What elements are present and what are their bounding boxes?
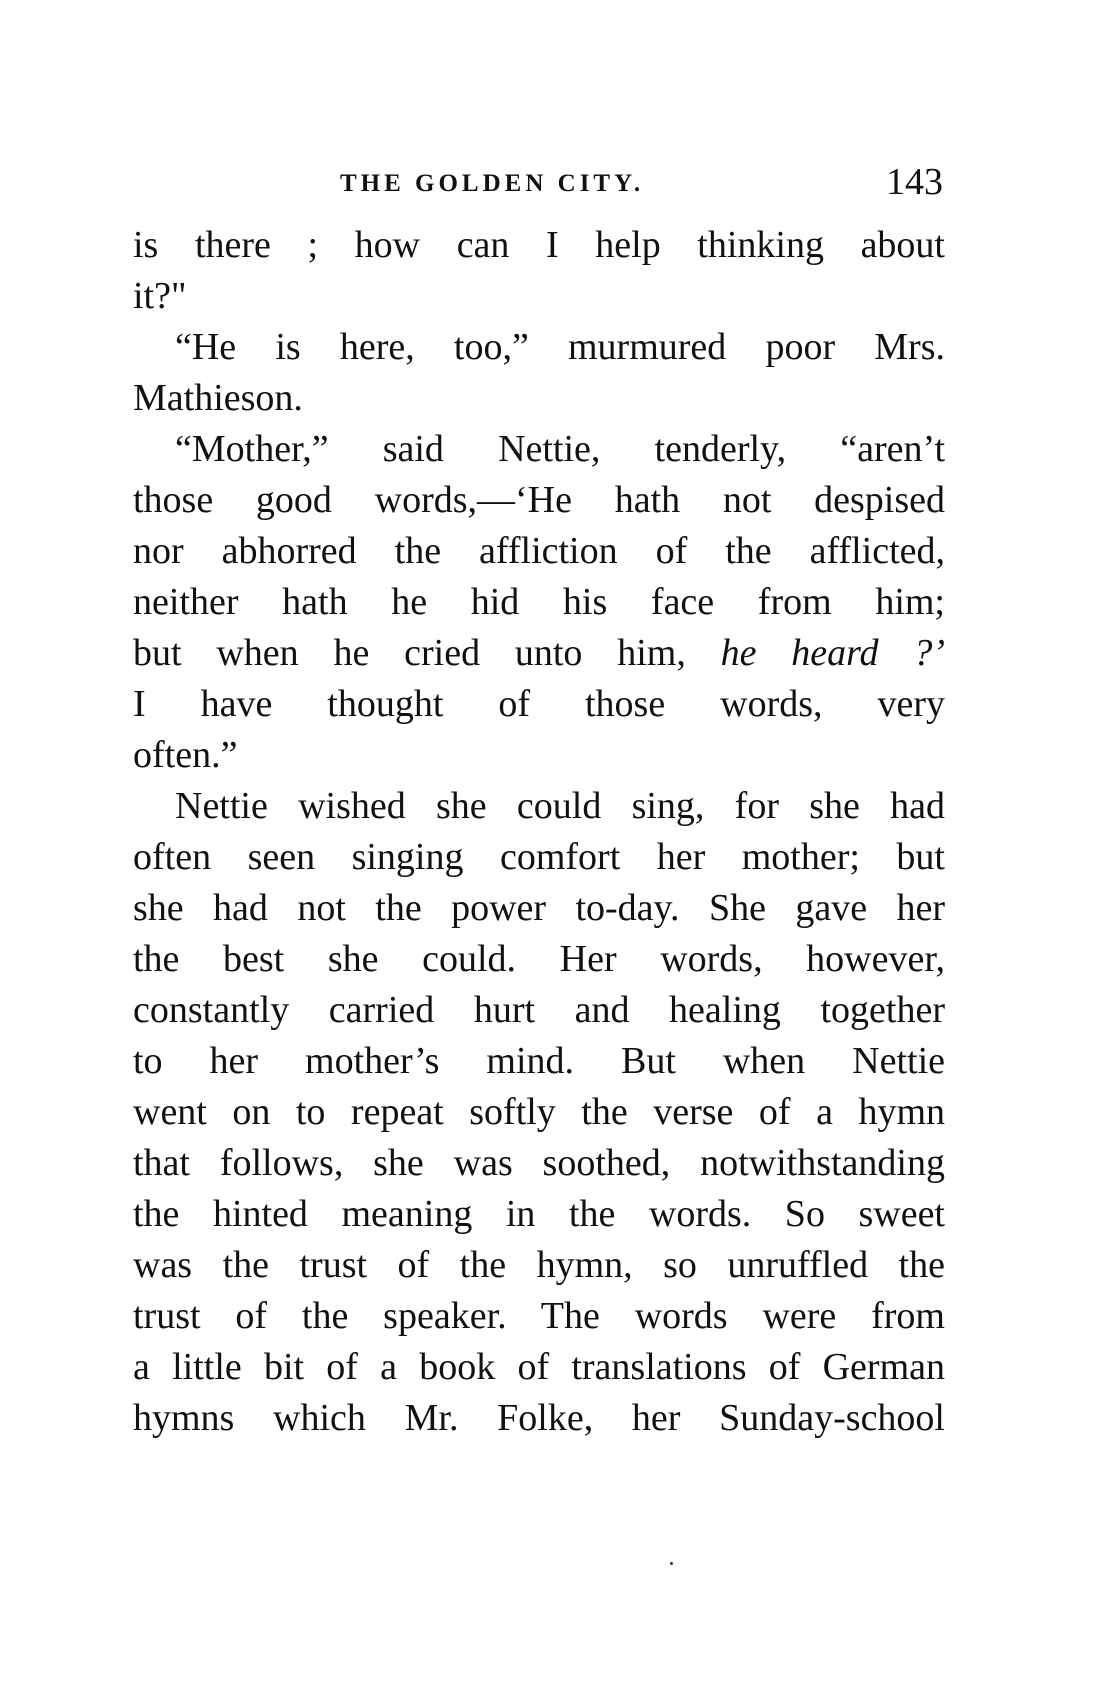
text-line: often seen singing comfort her mother; but [133,836,945,878]
ink-speck [670,1562,673,1565]
text-line: that follows, she was soothed, notwithstanding [133,1142,945,1184]
text-line: to her mother’s mind. But when Nettie [133,1040,945,1082]
text-line: went on to repeat softly the verse of a hymn [133,1091,945,1133]
text-line-segment: but when he cried unto him, [133,632,686,674]
text-line: is there ; how can I help thinking about [133,224,945,266]
text-line: neither hath he hid his face from him; [133,581,945,623]
text-line: the hinted meaning in the words. So sweet [133,1193,945,1235]
text-line: a little bit of a book of translations of German [133,1346,945,1388]
text-line: was the trust of the hymn, so unruffled the [133,1244,945,1286]
text-line: those good words,—‘He hath not despised [133,479,945,521]
text-line: often.” [133,734,238,776]
text-line: I have thought of those words, very [133,683,945,725]
text-line: she had not the power to-day. She gave her [133,887,945,929]
italic-emphasis: he heard ?’ [720,632,945,674]
text-line: trust of the speaker. The words were from [133,1295,945,1337]
text-line: “He is here, too,” murmured poor Mrs. [175,326,945,368]
text-line: Mathieson. [133,377,303,419]
running-head [135,160,943,210]
page-number: 143 [886,161,943,203]
text-line: “Mother,” said Nettie, tenderly, “aren’t [175,428,945,470]
body-text [133,220,945,1444]
text-line: nor abhorred the affliction of the afflicted, [133,530,945,572]
running-title: THE GOLDEN CITY. [340,170,645,197]
text-line: hymns which Mr. Folke, her Sunday-school [133,1397,945,1439]
text-line: the best she could. Her words, however, [133,938,945,980]
text-line: Nettie wished she could sing, for she had [175,785,945,827]
text-line: constantly carried hurt and healing together [133,989,945,1031]
text-line: it?" [133,275,187,317]
text-line [133,628,945,679]
